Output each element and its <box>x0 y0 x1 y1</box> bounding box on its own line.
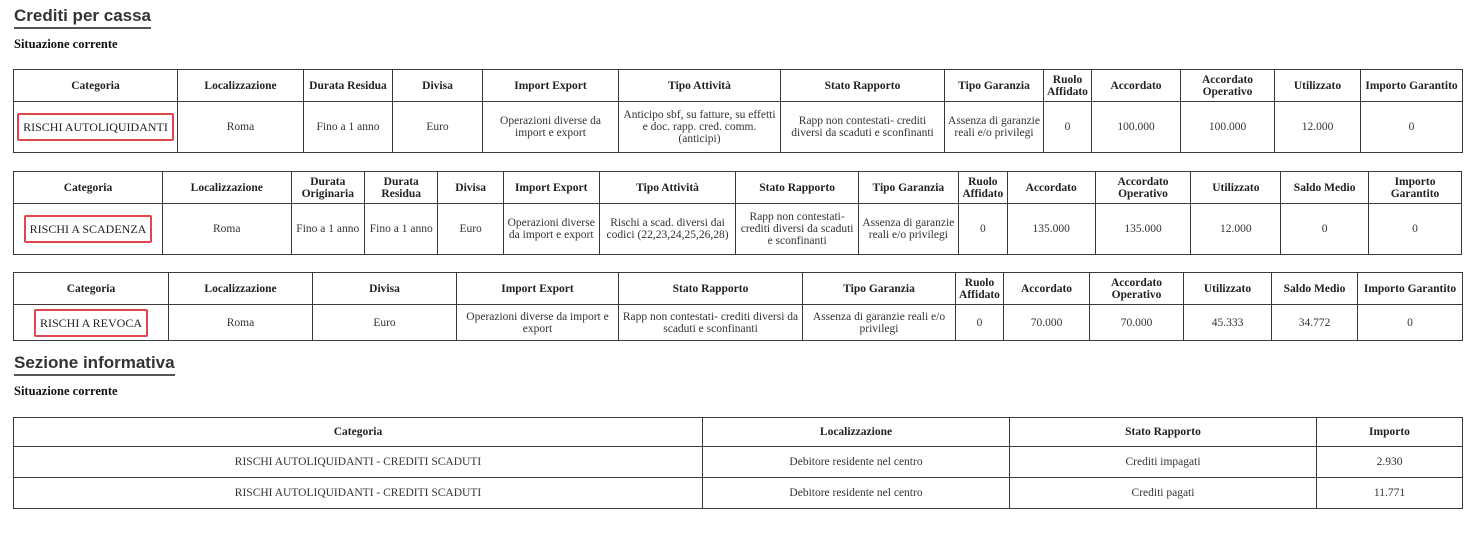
section-subtitle-informativa: Situazione corrente <box>14 384 118 398</box>
col-header: Utilizzato <box>1191 172 1281 204</box>
table-cell: 11.771 <box>1317 478 1463 509</box>
table-cell: Assenza di garanzie reali e/o privilegi <box>858 204 958 255</box>
table-row <box>14 447 1463 478</box>
col-header: Categoria <box>14 418 703 447</box>
col-header: Accordato Operativo <box>1095 172 1191 204</box>
table-row <box>14 102 1463 153</box>
table-header-row <box>14 418 1463 447</box>
col-header: Durata Originaria <box>291 172 364 204</box>
col-header: Importo <box>1317 418 1463 447</box>
table-sezione-informativa <box>13 417 1463 509</box>
table-cell: 100.000 <box>1181 102 1275 153</box>
table-row <box>14 305 1463 341</box>
table-cell: Operazioni diverse da import e export <box>503 204 599 255</box>
table-cell: Assenza di garanzie reali e/o privilegi <box>803 305 956 341</box>
table-cell: 2.930 <box>1317 447 1463 478</box>
col-header: Durata Residua <box>304 70 393 102</box>
table-cell: 0 <box>1281 204 1369 255</box>
table-cell: Roma <box>169 305 313 341</box>
table-cell: 12.000 <box>1275 102 1361 153</box>
col-header: Importo Garantito <box>1361 70 1463 102</box>
table-cell: 34.772 <box>1272 305 1358 341</box>
table-cell: Crediti impagati <box>1010 447 1317 478</box>
table-header-row <box>14 70 1463 102</box>
table-header-row <box>14 172 1462 204</box>
col-header: Divisa <box>438 172 503 204</box>
table-cell: Rischi a scad. diversi dai codici (22,23,24,25,26,28) <box>599 204 736 255</box>
col-header: Utilizzato <box>1184 273 1272 305</box>
col-header: Tipo Attività <box>599 172 736 204</box>
col-header: Localizzazione <box>162 172 291 204</box>
table-cell: 100.000 <box>1092 102 1181 153</box>
table-cell: Fino a 1 anno <box>304 102 393 153</box>
table-row <box>14 204 1462 255</box>
table-cell: 0 <box>1044 102 1092 153</box>
table-cell: 70.000 <box>1090 305 1184 341</box>
section-title-crediti: Crediti per cassa <box>14 6 151 29</box>
section-subtitle-crediti: Situazione corrente <box>14 37 118 51</box>
category-highlight: RISCHI A SCADENZA <box>24 215 153 243</box>
col-header: Localizzazione <box>169 273 313 305</box>
table-cell: 0 <box>1369 204 1462 255</box>
col-header: Categoria <box>14 70 178 102</box>
col-header: Import Export <box>483 70 619 102</box>
table-header-row <box>14 273 1463 305</box>
table-cell: Rapp non contestati- crediti diversi da scaduti e sconfinanti <box>619 305 803 341</box>
table-rischi-autoliquidanti <box>13 69 1463 153</box>
table-cell: 0 <box>958 204 1007 255</box>
col-header: Tipo Attività <box>619 70 781 102</box>
table-rischi-revoca <box>13 272 1463 341</box>
col-header: Importo Garantito <box>1358 273 1463 305</box>
table-cell: Fino a 1 anno <box>365 204 438 255</box>
col-header: Localizzazione <box>178 70 304 102</box>
col-header: Import Export <box>503 172 599 204</box>
col-header: Utilizzato <box>1275 70 1361 102</box>
table-cell: Crediti pagati <box>1010 478 1317 509</box>
col-header: Localizzazione <box>703 418 1010 447</box>
col-header: Accordato Operativo <box>1090 273 1184 305</box>
table-cell: Assenza di garanzie reali e/o privilegi <box>945 102 1044 153</box>
col-header: Stato Rapporto <box>781 70 945 102</box>
table-rischi-scadenza <box>13 171 1462 255</box>
col-header: Stato Rapporto <box>619 273 803 305</box>
col-header: Ruolo Affidato <box>956 273 1004 305</box>
table-row <box>14 478 1463 509</box>
table-cell: Euro <box>313 305 457 341</box>
col-header: Accordato <box>1092 70 1181 102</box>
col-header: Divisa <box>393 70 483 102</box>
table-cell: 0 <box>1358 305 1463 341</box>
table-cell: Operazioni diverse da import e export <box>483 102 619 153</box>
col-header: Accordato Operativo <box>1181 70 1275 102</box>
category-highlight: RISCHI AUTOLIQUIDANTI <box>17 113 174 141</box>
col-header: Accordato <box>1004 273 1090 305</box>
table-cell: Rapp non contestati- crediti diversi da scaduti e sconfinanti <box>736 204 858 255</box>
col-header: Tipo Garanzia <box>945 70 1044 102</box>
col-header: Categoria <box>14 172 163 204</box>
table-cell: RISCHI AUTOLIQUIDANTI - CREDITI SCADUTI <box>14 478 703 509</box>
col-header: Tipo Garanzia <box>803 273 956 305</box>
col-header: Import Export <box>457 273 619 305</box>
table-cell: Roma <box>162 204 291 255</box>
col-header: Ruolo Affidato <box>958 172 1007 204</box>
table-cell: Fino a 1 anno <box>291 204 364 255</box>
col-header: Saldo Medio <box>1281 172 1369 204</box>
col-header: Categoria <box>14 273 169 305</box>
table-cell: Roma <box>178 102 304 153</box>
table-cell: Euro <box>438 204 503 255</box>
table-cell: 12.000 <box>1191 204 1281 255</box>
col-header: Saldo Medio <box>1272 273 1358 305</box>
table-cell: Rapp non contestati- crediti diversi da scaduti e sconfinanti <box>781 102 945 153</box>
category-highlight: RISCHI A REVOCA <box>34 309 148 337</box>
col-header: Ruolo Affidato <box>1044 70 1092 102</box>
section-title-informativa: Sezione informativa <box>14 353 175 376</box>
table-cell: Debitore residente nel centro <box>703 447 1010 478</box>
col-header: Durata Residua <box>365 172 438 204</box>
cell-categoria <box>14 204 163 255</box>
table-cell: 135.000 <box>1007 204 1095 255</box>
table-cell: Euro <box>393 102 483 153</box>
table-cell: 70.000 <box>1004 305 1090 341</box>
table-cell: 0 <box>1361 102 1463 153</box>
col-header: Importo Garantito <box>1369 172 1462 204</box>
table-cell: 0 <box>956 305 1004 341</box>
col-header: Accordato <box>1007 172 1095 204</box>
table-cell: Anticipo sbf, su fatture, su effetti e doc. rapp. cred. comm. (anticipi) <box>619 102 781 153</box>
table-cell: Debitore residente nel centro <box>703 478 1010 509</box>
col-header: Tipo Garanzia <box>858 172 958 204</box>
col-header: Stato Rapporto <box>736 172 858 204</box>
cell-categoria <box>14 102 178 153</box>
table-cell: 135.000 <box>1095 204 1191 255</box>
table-cell: 45.333 <box>1184 305 1272 341</box>
col-header: Stato Rapporto <box>1010 418 1317 447</box>
cell-categoria <box>14 305 169 341</box>
table-cell: Operazioni diverse da import e export <box>457 305 619 341</box>
col-header: Divisa <box>313 273 457 305</box>
table-cell: RISCHI AUTOLIQUIDANTI - CREDITI SCADUTI <box>14 447 703 478</box>
